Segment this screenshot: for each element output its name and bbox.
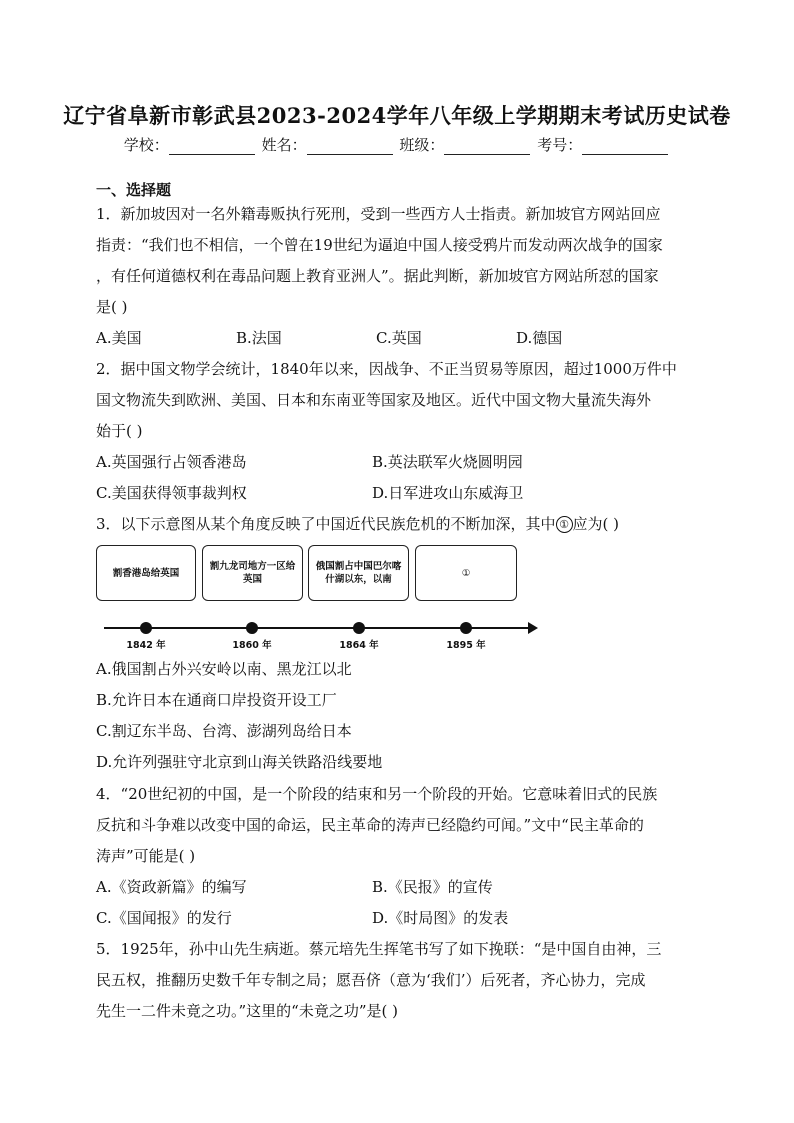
circled-one-marker: ① (556, 516, 573, 533)
question-line: 1．新加坡因对一名外籍毒贩执行死刑，受到一些西方人士指责。新加坡官方网站回应 (96, 205, 661, 223)
option-d[interactable]: D.日军进攻山东威海卫 (372, 484, 524, 502)
number-blank[interactable] (582, 140, 668, 155)
option-c[interactable]: C.英国 (376, 329, 422, 347)
question-line: 反抗和斗争难以改变中国的命运，民主革命的涛声已经隐约可闻。”文中“民主革命的 (96, 816, 644, 834)
timeline-year: 1895 年 (446, 640, 486, 651)
timeline-dot (460, 622, 472, 634)
timeline-box-1864: 俄国割占中国巴尔喀什湖以东，以南 (308, 545, 409, 601)
timeline-dot (140, 622, 152, 634)
section-title: 一、选择题 (96, 181, 172, 199)
class-label: 班级： (399, 136, 445, 154)
name-blank[interactable] (307, 140, 393, 155)
option-c[interactable]: C.割辽东半岛、台湾、澎湖列岛给日本 (96, 722, 352, 740)
timeline-diagram (96, 545, 546, 655)
question-3-options (96, 654, 698, 778)
timeline-year: 1842 年 (126, 640, 166, 651)
question-1-options (96, 323, 698, 354)
question-line: 民五权，推翻历史数千年专制之局；愿吾侪（意为‘我们’）后死者，齐心协力，完成 (96, 971, 646, 989)
option-a[interactable]: A.《资政新篇》的编写 (96, 878, 247, 896)
timeline-box-1860: 割九龙司地方一区给英国 (202, 545, 303, 601)
question-4-options-row-1 (96, 872, 698, 903)
question-line: ，有任何道德权利在毒品问题上教育亚洲人”。据此判断，新加坡官方网站所怼的国家 (96, 267, 659, 285)
class-blank[interactable] (444, 140, 530, 155)
option-b[interactable]: B.法国 (236, 329, 282, 347)
student-info-line (0, 134, 794, 155)
question-line: 国文物流失到欧洲、美国、日本和东南亚等国家及地区。近代中国文物大量流失海外 (96, 391, 652, 409)
option-b[interactable]: B.《民报》的宣传 (372, 878, 493, 896)
question-3-stem-after: 应为( ) (572, 515, 620, 533)
question-line: 涛声”可能是( ) (96, 847, 196, 865)
timeline-year: 1864 年 (339, 640, 379, 651)
option-d[interactable]: D.允许列强驻守北京到山海关铁路沿线要地 (96, 753, 383, 771)
question-line: 指责：“我们也不相信，一个曾在19世纪为逼迫中国人接受鸦片而发动两次战争的国家 (96, 236, 663, 254)
timeline-dot (353, 622, 365, 634)
name-label: 姓名： (261, 136, 307, 154)
question-2 (96, 354, 698, 509)
option-a[interactable]: A.美国 (96, 329, 142, 347)
question-2-options-row-1 (96, 447, 698, 478)
option-b[interactable]: B.允许日本在通商口岸投资开设工厂 (96, 691, 337, 709)
timeline-arrow-head (528, 622, 538, 634)
question-3-stem (96, 509, 698, 540)
school-blank[interactable] (169, 140, 255, 155)
exam-title: 辽宁省阜新市彰武县2023-2024学年八年级上学期期末考试历史试卷 (63, 103, 731, 128)
question-line: 5．1925年，孙中山先生病逝。蔡元培先生挥笔书写了如下挽联：“是中国自由神，三 (96, 940, 662, 958)
option-d[interactable]: D.《时局图》的发表 (372, 909, 509, 927)
question-4 (96, 779, 698, 934)
option-d[interactable]: D.德国 (516, 329, 563, 347)
question-4-options-row-2 (96, 903, 698, 934)
option-c[interactable]: C.美国获得领事裁判权 (96, 484, 247, 502)
number-label: 考号： (537, 136, 583, 154)
option-b[interactable]: B.英法联军火烧圆明园 (372, 453, 523, 471)
option-c[interactable]: C.《国闻报》的发行 (96, 909, 232, 927)
option-a[interactable]: A.英国强行占领香港岛 (96, 453, 247, 471)
timeline-dot (246, 622, 258, 634)
question-1 (96, 199, 698, 354)
question-line: 4．“20世纪初的中国，是一个阶段的结束和另一个阶段的开始。它意味着旧式的民族 (96, 785, 658, 803)
question-line: 是( ) (96, 298, 128, 316)
question-line: 2．据中国文物学会统计，1840年以来，因战争、不正当贸易等原因，超过1000万件中 (96, 360, 677, 378)
school-label: 学校： (123, 136, 169, 154)
question-line (96, 509, 698, 540)
question-3-stem-before: 3．以下示意图从某个角度反映了中国近代民族危机的不断加深，其中 (96, 515, 556, 533)
timeline-year: 1860 年 (232, 640, 272, 651)
question-line: 始于( ) (96, 422, 143, 440)
question-line: 先生一二件未竟之功。”这里的“未竟之功”是( ) (96, 1002, 398, 1020)
question-5 (96, 934, 698, 1027)
option-a[interactable]: A.俄国割占外兴安岭以南、黑龙江以北 (96, 660, 352, 678)
timeline-box-blank: ① (415, 545, 517, 601)
timeline-box-1842: 割香港岛给英国 (96, 545, 196, 601)
question-2-options-row-2 (96, 478, 698, 509)
